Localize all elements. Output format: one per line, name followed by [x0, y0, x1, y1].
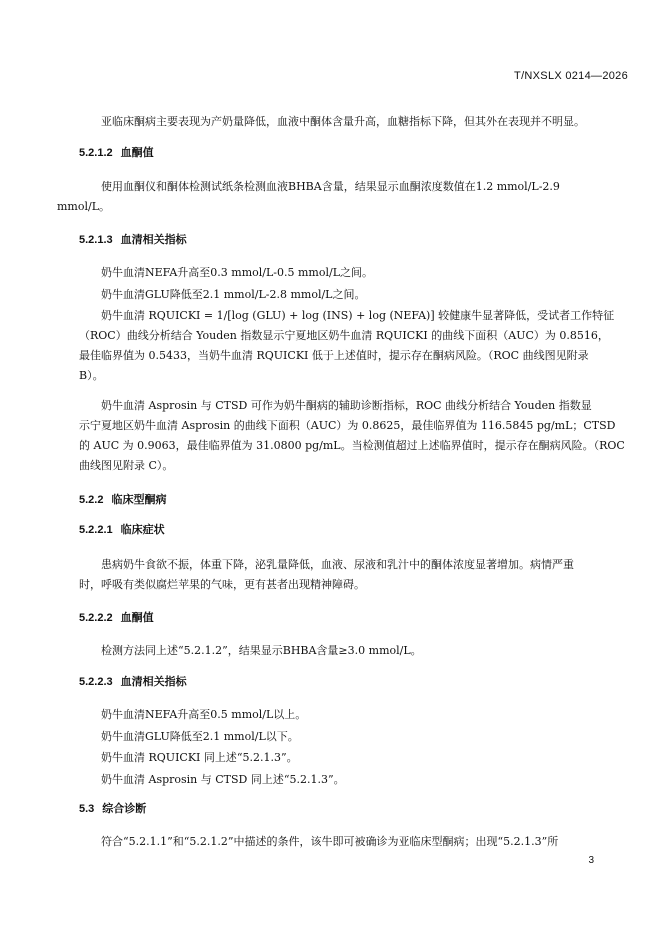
text-line: 曲线图见附录 C）。 — [79, 459, 174, 472]
text-line: 使用血酮仪和酮体检测试纸条检测血液BHBA含量，结果显示血酮浓度数值在1.2 mmol/L-2.9 — [101, 180, 560, 193]
heading-title: 综合诊断 — [102, 803, 147, 815]
paragraph-subclinical-intro: 亚临床酮病主要表现为产奶量降低，血液中酮体含量升高，血糖指标下降，但其外在表现并不明显。 — [101, 115, 585, 128]
heading-number: 5.2.1.3 — [79, 234, 113, 246]
heading-number: 5.2.2 — [79, 494, 104, 506]
paragraph-asprosin-clinical: 奶牛血清 Asprosin 与 CTSD 同上述“5.2.1.3”。 — [101, 773, 345, 786]
heading-number: 5.2.2.2 — [79, 612, 113, 624]
heading-title: 血酮值 — [120, 612, 154, 624]
text-line: 患病奶牛食欲不振，体重下降，泌乳量降低，血液、尿液和乳汁中的酮体浓度显著增加。病情严重 — [101, 558, 574, 571]
text-line: 时，呼吸有类似腐烂苹果的气味，更有甚者出现精神障碍。 — [79, 578, 365, 591]
heading-5-3 — [79, 800, 146, 816]
text-line: B）。 — [79, 369, 104, 382]
paragraph-rquicki-clinical: 奶牛血清 RQUICKI 同上述“5.2.1.3”。 — [101, 751, 298, 764]
paragraph-nefa-clinical: 奶牛血清NEFA升高至0.5 mmol/L以上。 — [101, 708, 307, 721]
text-line: 符合“5.2.1.1”和“5.2.1.2”中描述的条件，该牛即可被确诊为亚临床型酮病；出现“5.2.1.3”所 — [101, 835, 559, 848]
paragraph-blood-ketone — [57, 177, 599, 217]
standard-code: T/NXSLX 0214—2026 — [514, 70, 628, 82]
paragraph-bhba: 检测方法同上述“5.2.1.2”，结果显示BHBA含量≥3.0 mmol/L。 — [101, 644, 422, 657]
paragraph-glu-clinical: 奶牛血清GLU降低至2.1 mmol/L以下。 — [101, 730, 299, 743]
heading-5-2-1-2 — [79, 144, 154, 160]
heading-number: 5.2.2.1 — [79, 524, 113, 536]
heading-title: 血清相关指标 — [120, 234, 187, 246]
text-line: 最佳临界值为 0.5433，当奶牛血清 RQUICKI 低于上述值时，提示存在酮病风险。（ROC 曲线图见附录 — [79, 349, 589, 362]
paragraph-asprosin-ctsd — [79, 396, 625, 476]
text-line: 示宁夏地区奶牛血清 Asprosin 的曲线下面积（AUC）为 0.8625，最佳临界值为 116.5845 pg/mL；CTSD — [79, 419, 616, 432]
heading-title: 血酮值 — [120, 147, 154, 159]
paragraph-rquicki — [79, 306, 615, 386]
heading-5-2-2-1 — [79, 521, 165, 537]
heading-5-2-1-3 — [79, 231, 187, 247]
heading-5-2-2-2 — [79, 609, 154, 625]
heading-number: 5.2.1.2 — [79, 147, 113, 159]
paragraph-clinical-symptoms — [79, 555, 599, 595]
heading-title: 血清相关指标 — [120, 676, 187, 688]
paragraph-comprehensive-diagnosis — [79, 832, 599, 852]
paragraph-nefa: 奶牛血清NEFA升高至0.3 mmol/L-0.5 mmol/L之间。 — [101, 266, 373, 279]
heading-5-2-2 — [79, 491, 166, 507]
heading-title: 临床型酮病 — [111, 494, 167, 506]
text-line: （ROC）曲线分析结合 Youden 指数显示宁夏地区奶牛血清 RQUICKI 的曲线下面积（AUC）为 0.8516， — [79, 329, 609, 342]
heading-title: 临床症状 — [120, 524, 165, 536]
text-line: 奶牛血清 RQUICKI = 1/[log (GLU) + log (INS) + log (NEFA)] 较健康牛显著降低，受试者工作特征 — [101, 309, 615, 322]
paragraph-glu: 奶牛血清GLU降低至2.1 mmol/L-2.8 mmol/L之间。 — [101, 288, 366, 301]
text-line: mmol/L。 — [57, 200, 111, 213]
heading-number: 5.3 — [79, 803, 95, 815]
heading-number: 5.2.2.3 — [79, 676, 113, 688]
text-line: 的 AUC 为 0.9063，最佳临界值为 31.0800 pg/mL。当检测值超过上述临界值时，提示存在酮病风险。（ROC — [79, 439, 625, 452]
page-number: 3 — [588, 855, 594, 866]
heading-5-2-2-3 — [79, 673, 187, 689]
text-line: 奶牛血清 Asprosin 与 CTSD 可作为奶牛酮病的辅助诊断指标，ROC 曲线分析结合 Youden 指数显 — [101, 399, 592, 412]
